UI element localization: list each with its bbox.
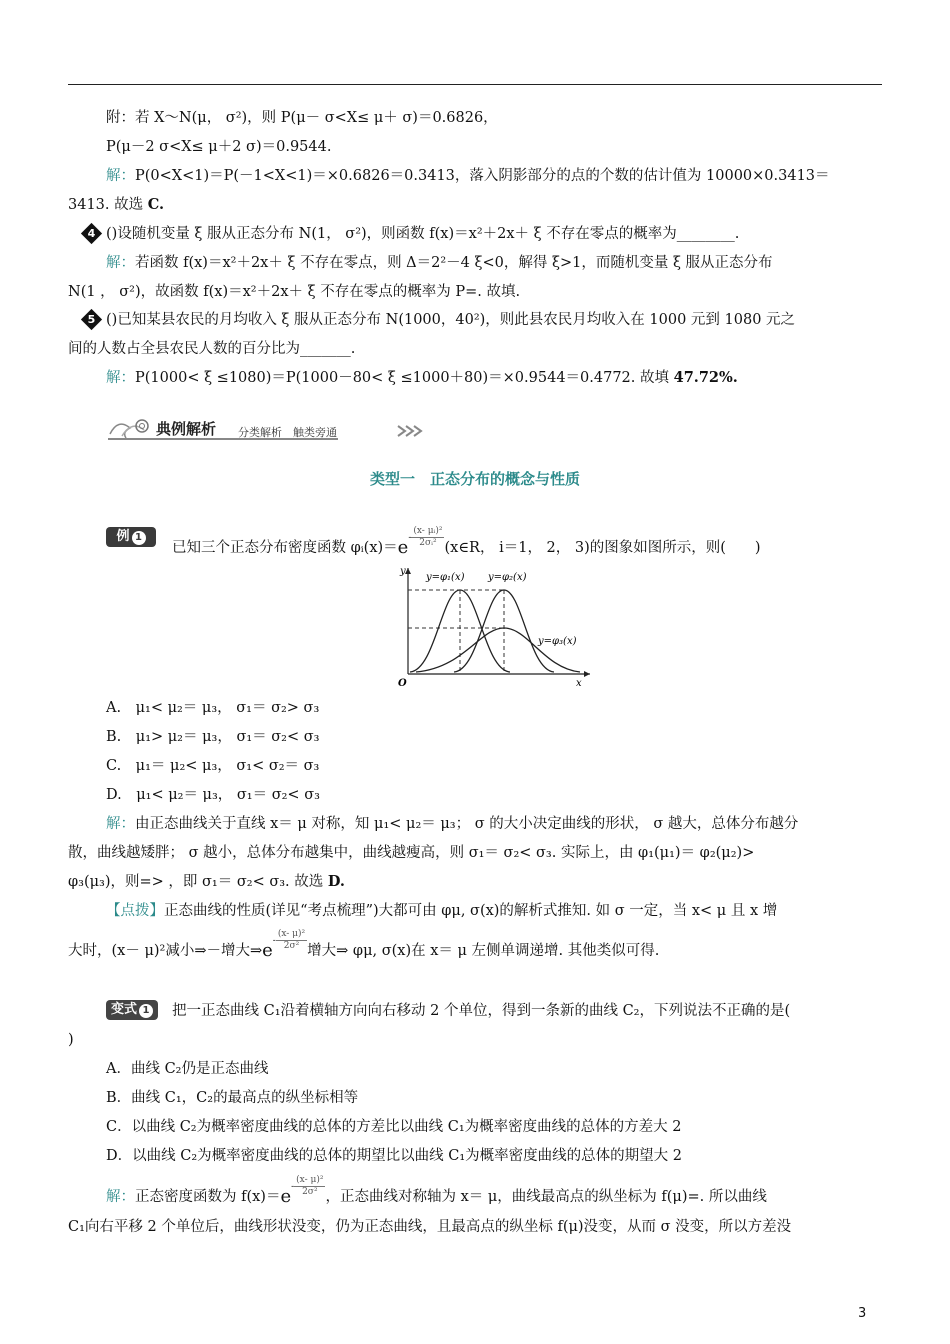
variant-option-d: D．以曲线 C₂为概率密度曲线的总体的期望比以曲线 C₁为概率密度曲线的总体的期望大 2 xyxy=(106,1148,682,1164)
curve-phi2 xyxy=(454,590,554,672)
variant-option-b: B．曲线 C₁，C₂的最高点的纵坐标相等 xyxy=(106,1090,359,1106)
curve-2-label: y=φ₂(x) xyxy=(488,572,527,583)
problem-5-badge: 5 xyxy=(81,309,102,330)
text-line-5: ()设随机变量 ξ 服从正态分布 N(1， σ²)，则函数 f(x)＝x²＋2x＋ ξ 不存在零点的概率为________. xyxy=(106,226,740,242)
variant-1-stem-1: 把一正态曲线 C₁沿着横轴方向向右移动 2 个单位，得到一条新的曲线 C₂，下列说法不正确的是( xyxy=(172,1003,791,1019)
curve-3-label: y=φ₃(x) xyxy=(538,636,577,647)
solution-1-line-1: 解：由正态曲线关于直线 x＝ μ 对称，知 μ₁< μ₂＝ μ₃； σ 的大小决定曲线的形状， σ 越大，总体分布越分 xyxy=(106,816,799,832)
option-a: A. μ₁< μ₂＝ μ₃， σ₁＝ σ₂> σ₃ xyxy=(106,700,320,716)
text-line-2: P(μ－2 σ<X≤ μ＋2 σ)＝0.9544. xyxy=(106,139,332,155)
header-rule xyxy=(68,84,882,85)
dianbo-line-2: 大时，(x－ μ)²减小⇒－增大$\Rightarrow e^{- \frac{\text{(x- μ)²}}{\text{2σ²}}}$ 增大⇒ φμ, σ(x)在 x＝ μ 左侧单调递增. 其他类似可得. xyxy=(68,929,660,961)
section-bar-subtitle: 分类解析 触类旁通 xyxy=(238,426,337,439)
normal-curves-figure xyxy=(380,562,600,688)
x-axis-arrow xyxy=(584,671,590,677)
variant-1-stem-2: ) xyxy=(68,1032,74,1048)
y-axis-arrow xyxy=(405,568,411,574)
problem-4-badge: 4 xyxy=(81,223,102,244)
section-bar-title: 典例解析 xyxy=(156,420,217,438)
text-line-9: 间的人数占全县农民人数的百分比为_______. xyxy=(68,341,356,357)
option-d: D. μ₁< μ₂＝ μ₃， σ₁＝ σ₂< σ₃ xyxy=(106,787,320,803)
example-1-stem: 已知三个正态分布密度函数 $\varphi ᵢ(x)=e^{- \frac{\text{(x- μᵢ)²}}{\text{2σᵢ²}}}$ (x∈R， i＝1， 2， 3)的图象如图所示，则( ) xyxy=(172,526,761,558)
option-c: C. μ₁＝ μ₂< μ₃， σ₁< σ₂＝ σ₃ xyxy=(106,758,320,774)
origin-label: O xyxy=(398,678,407,688)
curve-phi3 xyxy=(416,628,580,672)
text-line-10: 解：P(1000< ξ ≤1080)＝P(1000－80< ξ ≤1000＋80)＝×0.9544＝0.4772. 故填 47.72%. xyxy=(106,369,738,386)
option-b: B. μ₁> μ₂＝ μ₃， σ₁＝ σ₂< σ₃ xyxy=(106,729,320,745)
page-number: 3 xyxy=(858,1306,867,1321)
section-title: 类型一 正态分布的概念与性质 xyxy=(369,470,580,488)
text-line-3: 解：P(0<X<1)＝P(－1<X<1)＝×0.6826＝0.3413，落入阴影部分的点的个数的估计值为 10000×0.3413＝ xyxy=(106,168,830,184)
dianbo-line-1: 【点拨】正态曲线的性质(详见“考点梳理”)大都可由 φμ, σ(x)的解析式推知. 如 σ 一定，当 x< μ 且 x 增 xyxy=(106,903,778,919)
text-line-6: 解：若函数 f(x)＝x²＋2x＋ ξ 不存在零点，则 Δ＝2²－4 ξ<0，解得 ξ>1，而随机变量 ξ 服从正态分布 xyxy=(106,255,773,271)
variant-option-c: C．以曲线 C₂为概率密度曲线的总体的方差比以曲线 C₁为概率密度曲线的总体的方差大 2 xyxy=(106,1119,682,1135)
solution-1-line-3: φ₃(μ₃)，则=> ，即 σ₁＝ σ₂< σ₃. 故选 D. xyxy=(68,873,345,890)
variant-1-tag: 变式 1 xyxy=(106,1000,158,1020)
variant-solution-line-1: 解：正态密度函数为 $f(x)=e^{- \frac{\text{(x- μ)²}}{\text{2σ²}}}$ ，正态曲线对称轴为 x＝ μ，曲线最高点的纵坐标为 f(μ)=. 所以曲线 xyxy=(106,1175,767,1207)
example-1-tag: 例 1 xyxy=(106,527,156,547)
variant-option-a: A．曲线 C₂仍是正态曲线 xyxy=(106,1061,269,1077)
x-axis-label: x xyxy=(576,678,582,688)
section-bar xyxy=(108,414,438,446)
curve-phi1 xyxy=(410,590,510,672)
text-line-7: N(1 ， σ²)，故函数 f(x)＝x²＋2x＋ ξ 不存在零点的概率为 P=. 故填. xyxy=(68,284,521,300)
variant-solution-line-2: C₁向右平移 2 个单位后，曲线形状没变，仍为正态曲线，且最高点的纵坐标 f(μ)没变，从而 σ 没变，所以方差没 xyxy=(68,1219,792,1235)
text-line-8: ()已知某县农民的月均收入 ξ 服从正态分布 N(1000，40²)，则此县农民月均收入在 1000 元到 1080 元之 xyxy=(106,312,796,328)
text-line-1: 附：若 X～N(μ， σ²)，则 P(μ－ σ<X≤ μ＋ σ)＝0.6826， xyxy=(106,110,498,126)
solution-1-line-2: 散，曲线越矮胖； σ 越小，总体分布越集中，曲线越瘦高，则 σ₁＝ σ₂< σ₃. 实际上，由 φ₁(μ₁)＝ φ₂(μ₂)> xyxy=(68,845,755,861)
text-line-4: 3413. 故选 C. xyxy=(68,196,165,213)
y-axis-label: y xyxy=(400,566,406,577)
curve-1-label: y=φ₁(x) xyxy=(426,572,465,583)
